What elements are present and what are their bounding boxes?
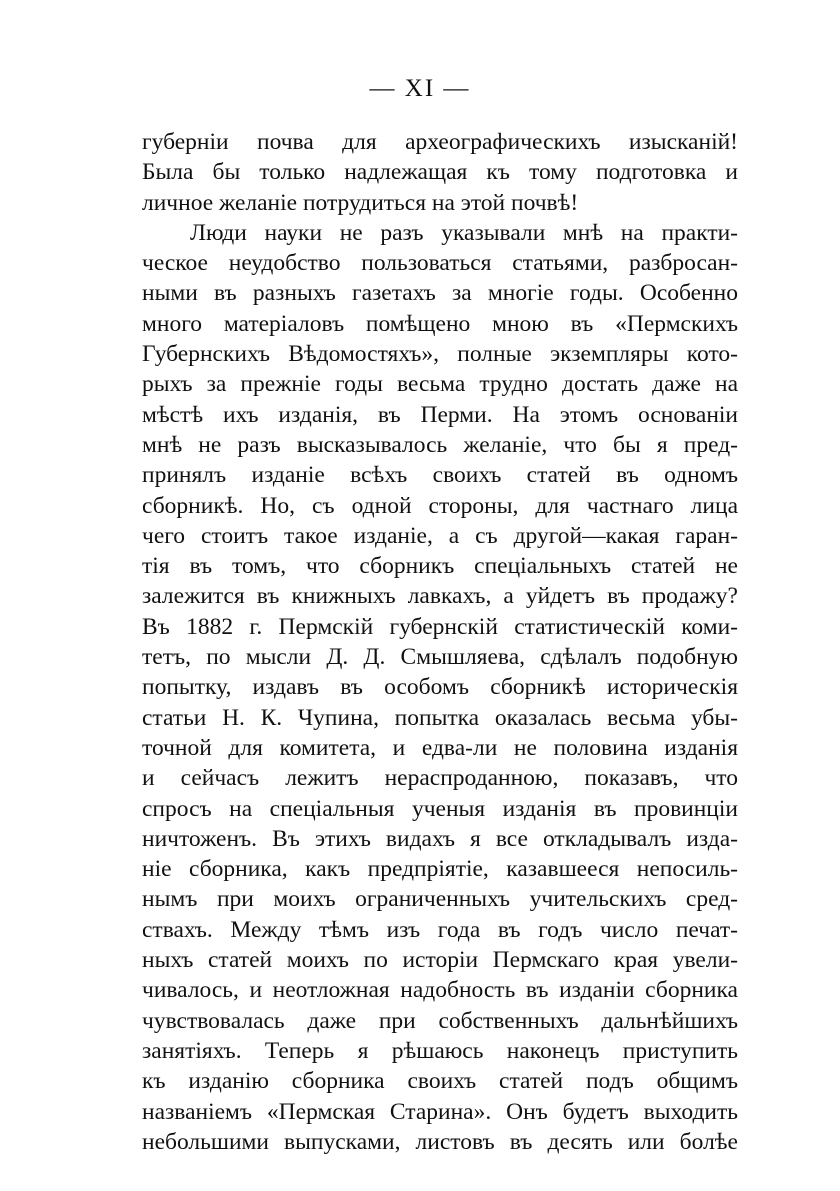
text-line: и сейчасъ лежитъ нераспроданною, показавъ, что [142,765,738,792]
text-line: ными въ разныхъ газетахъ за многіе годы. Особенно [142,280,738,307]
text-line: Въ 1882 г. Пермскій губернскій статистическій коми- [142,613,738,640]
text-line: тетъ, по мысли Д. Д. Смышляева, сдѣлалъ подобную [142,644,738,671]
text-line: сборникѣ. Но, съ одной стороны, для частнаго лица [142,492,738,519]
text-line: ныхъ статей моихъ по исторіи Пермскаго края увели- [142,947,738,974]
body-text [142,127,738,1157]
text-line: Губернскихъ Вѣдомостяхъ», полные экземпляры кото- [142,341,738,368]
text-line: чего стоитъ такое изданіе, а съ другой—какая гаран- [142,522,738,549]
text-line: спросъ на спеціальныя ученыя изданія въ провинціи [142,795,738,822]
text-line: небольшими выпусками, листовъ въ десять или болѣе [142,1128,738,1155]
text-line: ніе сборника, какъ предпріятіе, казавшееся непосиль- [142,856,738,883]
text-line: статьи Н. К. Чупина, попытка оказалась весьма убы- [142,704,738,731]
text-line: ствахъ. Между тѣмъ изъ года въ годъ число печат- [142,916,738,943]
text-line: Была бы только надлежащая къ тому подготовка и [142,159,738,186]
text-line: къ изданію сборника своихъ статей подъ общимъ [142,1068,738,1095]
text-line: точной для комитета, и едва-ли не половина изданія [142,734,738,761]
text-line: чувствовалась даже при собственныхъ дальнѣйшихъ [142,1007,738,1034]
text-line: много матеріаловъ помѣщено мною въ «Пермскихъ [142,310,738,337]
text-line: ничтоженъ. Въ этихъ видахъ я все откладывалъ изда- [142,825,738,852]
text-line: занятіяхъ. Теперь я рѣшаюсь наконецъ приступить [142,1037,738,1064]
text-line: мнѣ не разъ высказывалось желаніе, что бы я пред- [142,431,738,458]
text-line: чивалось, и неотложная надобность въ изданіи сборника [142,977,738,1004]
page-number: — XI — [369,75,471,102]
text-line: ческое неудобство пользоваться статьями, разбросан- [142,250,738,277]
text-line: названіемъ «Пермская Старина». Онъ будетъ выходить [142,1098,738,1125]
text-line: принялъ изданіе всѣхъ своихъ статей въ одномъ [142,462,738,489]
text-line: личное желаніе потрудиться на этой почвѣ! [142,189,579,216]
text-line: мѣстѣ ихъ изданія, въ Перми. На этомъ основаніи [142,401,738,428]
text-line: залежится въ книжныхъ лавкахъ, а уйдетъ въ продажу? [142,583,738,610]
text-line: попытку, издавъ въ особомъ сборникѣ историческія [142,674,738,701]
text-line: губерніи почва для археографическихъ изысканій! [142,129,738,155]
text-line: Люди науки не разъ указывали мнѣ на практи- [190,219,738,246]
text-line: рыхъ за прежніе годы весьма трудно достать даже на [142,371,738,398]
text-line: нымъ при моихъ ограниченныхъ учительскихъ сред- [142,886,738,913]
text-line: тія въ томъ, что сборникъ спеціальныхъ статей не [142,553,738,580]
